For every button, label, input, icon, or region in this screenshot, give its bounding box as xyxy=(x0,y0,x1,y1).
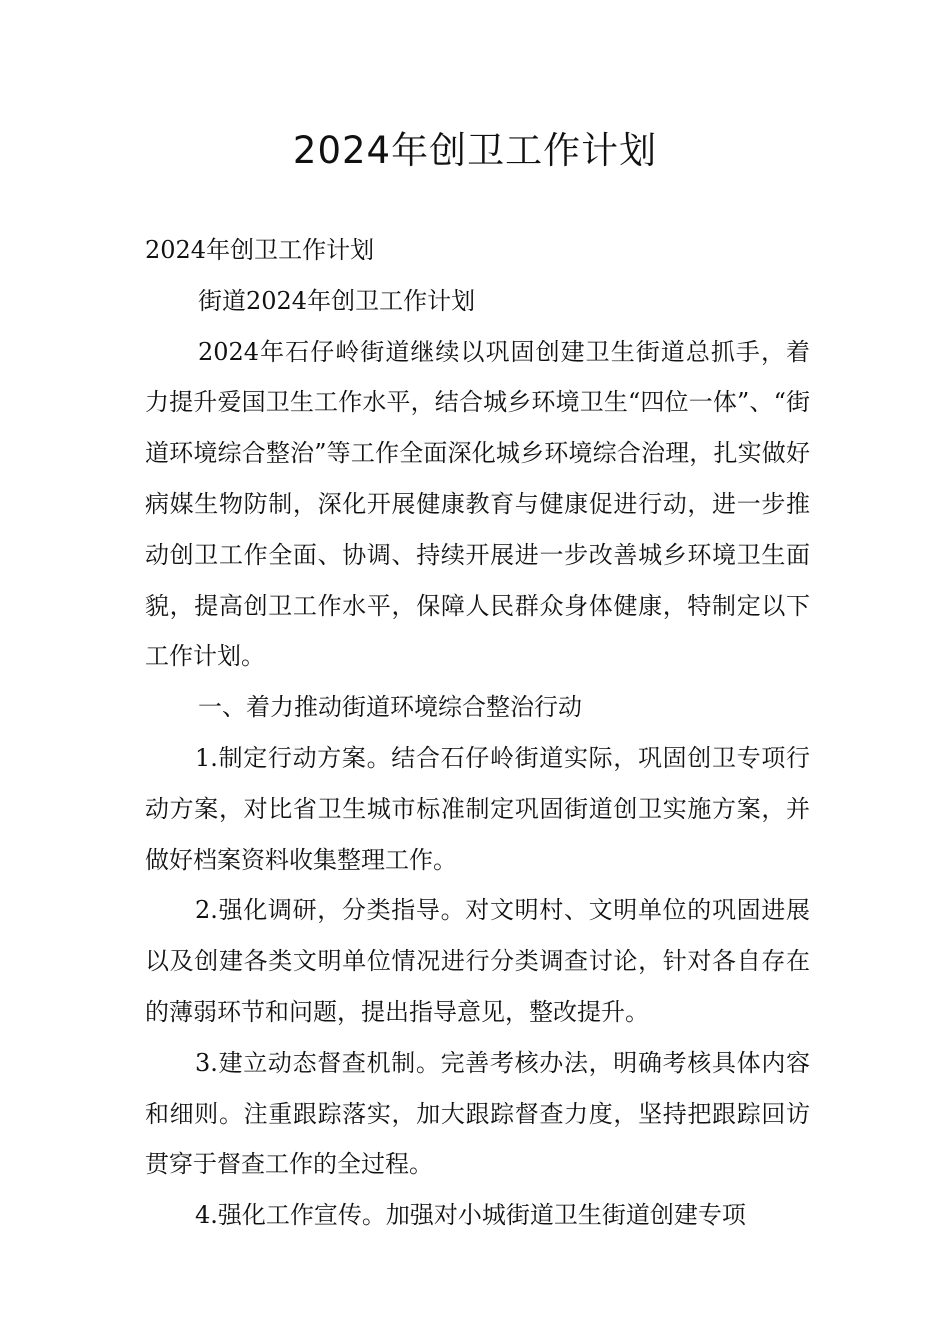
document-body xyxy=(145,225,810,1241)
intro-paragraph: 2024年石仔岭街道继续以巩固创建卫生街道总抓手，着力提升爱国卫生工作水平，结合城乡环境卫生“四位一体”、“街道环境综合整治”等工作全面深化城乡环境综合治理，扎实做好病媒生物防制，深化开展健康教育与健康促进行动，进一步推动创卫工作全面、协调、持续开展进一步改善城乡环境卫生面貌，提高创卫工作水平，保障人民群众身体健康，特制定以下工作计划。 xyxy=(145,337,810,671)
section-heading-1: 一、着力推动街道环境综合整治行动 xyxy=(198,693,582,722)
list-item-2: 2.强化调研，分类指导。对文明村、文明单位的巩固进展以及创建各类文明单位情况进行分类调查讨论，针对各自存在的薄弱环节和问题，提出指导意见，整改提升。 xyxy=(145,896,810,1026)
subtitle-line: 2024年创卫工作计划 xyxy=(145,236,375,264)
list-item-4: 4.强化工作宣传。加强对小城街道卫生街道创建专项 xyxy=(195,1201,746,1230)
list-item-1: 1.制定行动方案。结合石仔岭街道实际，巩固创卫专项行动方案，对比省卫生城市标准制定巩固街道创卫实施方案，并做好档案资料收集整理工作。 xyxy=(145,743,810,874)
list-item-3: 3.建立动态督查机制。完善考核办法，明确考核具体内容和细则。注重跟踪落实，加大跟踪督查力度，坚持把跟踪回访贯穿于督查工作的全过程。 xyxy=(145,1048,810,1179)
section-heading-street: 街道2024年创卫工作计划 xyxy=(198,286,476,315)
document-title: 2024年创卫工作计划 xyxy=(292,129,658,172)
